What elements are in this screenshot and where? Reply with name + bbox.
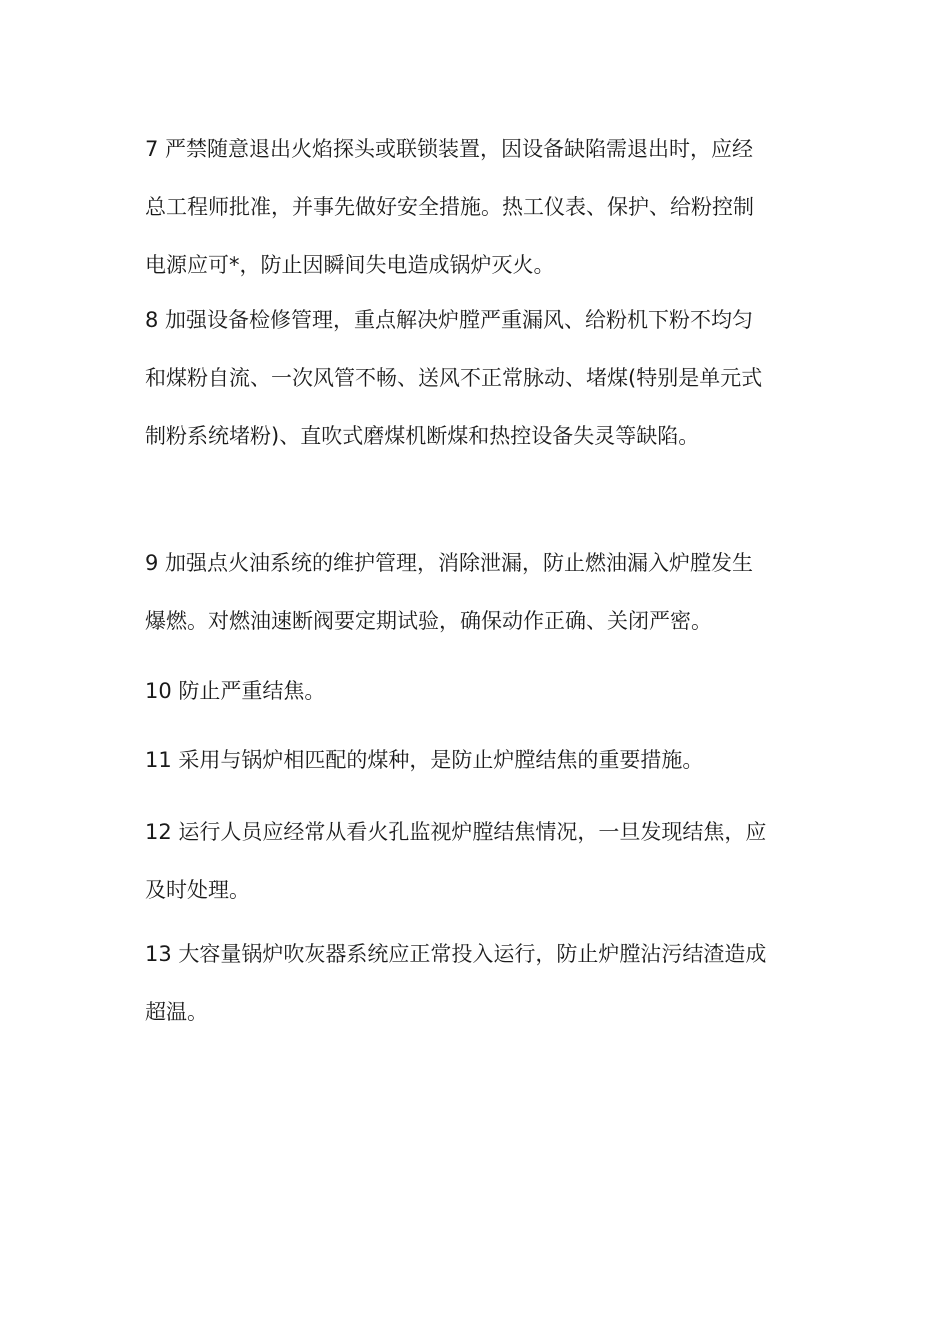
paragraph-line: 及时处理。 (145, 878, 250, 902)
paragraph-line: 超温。 (145, 1000, 208, 1024)
paragraph-line: 总工程师批准，并事先做好安全措施。热工仪表、保护、给粉控制 (145, 195, 754, 219)
paragraph-10 (145, 676, 810, 706)
paragraph-line: 爆燃。对燃油速断阀要定期试验，确保动作正确、关闭严密。 (145, 609, 712, 633)
paragraph-12 (145, 817, 810, 905)
paragraph-line: 9 加强点火油系统的维护管理，消除泄漏，防止燃油漏入炉膛发生 (145, 551, 754, 575)
paragraph-7 (145, 134, 810, 280)
paragraph-line: 13 大容量锅炉吹灰器系统应正常投入运行，防止炉膛沾污结渣造成 (145, 942, 767, 966)
paragraph-line: 10 防止严重结焦。 (145, 679, 326, 703)
paragraph-line: 电源应可*，防止因瞬间失电造成锅炉灭火。 (145, 253, 555, 277)
paragraph-13 (145, 939, 810, 1027)
paragraph-line: 8 加强设备检修管理，重点解决炉膛严重漏风、给粉机下粉不均匀 (145, 308, 754, 332)
paragraph-8 (145, 305, 810, 451)
paragraph-line: 和煤粉自流、一次风管不畅、送风不正常脉动、堵煤(特别是单元式 (145, 366, 763, 390)
paragraph-line: 11 采用与锅炉相匹配的煤种，是防止炉膛结焦的重要措施。 (145, 748, 704, 772)
paragraph-line: 12 运行人员应经常从看火孔监视炉膛结焦情况，一旦发现结焦，应 (145, 820, 767, 844)
paragraph-9 (145, 548, 810, 636)
paragraph-line: 7 严禁随意退出火焰探头或联锁装置，因设备缺陷需退出时，应经 (145, 137, 754, 161)
paragraph-line: 制粉系统堵粉)、直吹式磨煤机断煤和热控设备失灵等缺陷。 (145, 424, 700, 448)
paragraph-11 (145, 745, 810, 775)
